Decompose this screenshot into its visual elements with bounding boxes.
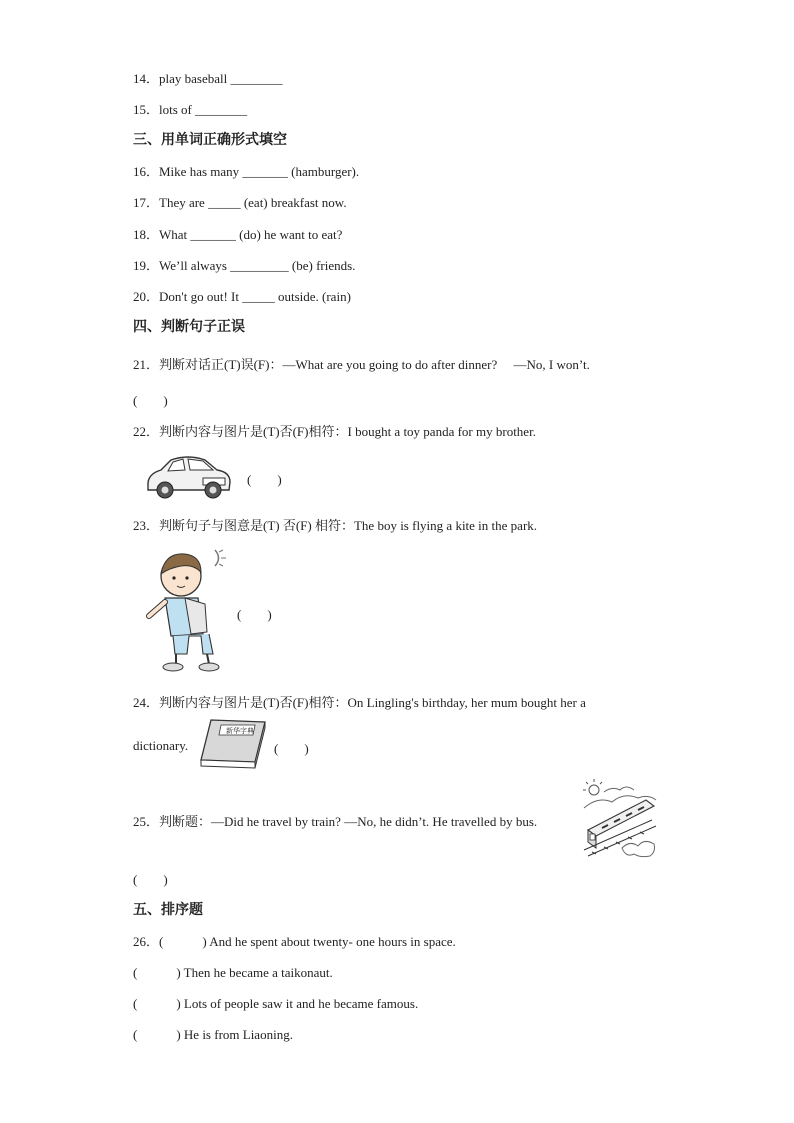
boy-image [143,546,228,676]
answer-blank-23[interactable]: ( ) [237,607,272,622]
question-23: 23．判断句子与图意是(T) 否(F) 相符：The boy is flying a kite in the park. [133,518,538,533]
question-25: 25．判断题：—Did he travel by train? —No, he didn’t. He travelled by bus. [133,814,538,829]
question-24: 24．判断内容与图片是(T)否(F)相符：On Lingling's birthday, her mum bought her a [133,695,586,710]
train-image [582,778,658,860]
question-17: 17．They are _____ (eat) breakfast now. [133,195,347,210]
question-26: 26．( ) And he spent about twenty- one hours in space. [133,934,456,949]
sort-item-2: ( ) Then he became a taikonaut. [133,965,333,980]
question-20: 20．Don't go out! It _____ outside. (rain) [133,289,351,304]
question-18: 18．What _______ (do) he want to eat? [133,227,343,242]
answer-blank-22[interactable]: ( ) [247,472,282,487]
question-16: 16．Mike has many _______ (hamburger). [133,164,360,179]
answer-blank-21[interactable]: ( ) [133,393,168,408]
question-24-continued: dictionary. [133,738,189,753]
section-4-heading: 四、判断句子正误 [133,319,245,335]
sort-item-3: ( ) Lots of people saw it and he became famous. [133,996,419,1011]
question-19: 19．We’ll always _________ (be) friends. [133,258,356,273]
answer-blank-24[interactable]: ( ) [274,741,309,756]
dictionary-image [197,716,269,772]
question-15: 15．lots of ________ [133,102,248,117]
question-22: 22．判断内容与图片是(T)否(F)相符：I bought a toy panda for my brother. [133,424,536,439]
section-5-heading: 五、排序题 [133,902,203,918]
section-3-heading: 三、用单词正确形式填空 [133,132,287,148]
question-21: 21．判断对话正(T)误(F)：—What are you going to do after dinner? —No, I won’t. [133,357,590,372]
answer-blank-25[interactable]: ( ) [133,872,168,887]
dictionary-label: 新华字典 [226,727,254,735]
question-14: 14．play baseball ________ [133,71,283,86]
sort-item-4: ( ) He is from Liaoning. [133,1027,293,1042]
toy-car-image [143,452,233,502]
